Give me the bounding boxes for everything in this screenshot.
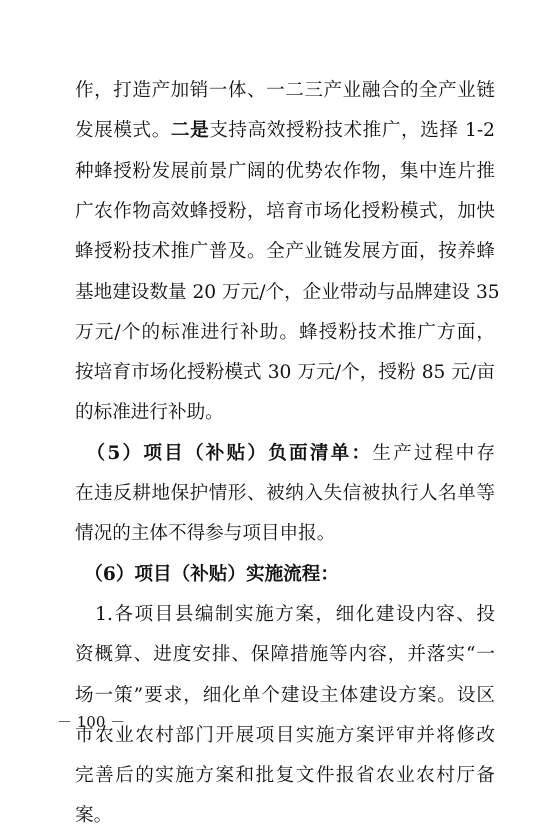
text-line: [75, 71, 495, 111]
text-line: [75, 716, 495, 756]
text-segment: 完善后的实施方案和批复文件报省农业农村厅备: [75, 765, 495, 787]
text-segment: 基地建设数量 20 万元/个，企业带动与品牌建设 35: [75, 281, 500, 303]
text-segment: 案。: [75, 805, 113, 827]
text-line: [75, 595, 495, 635]
text-line: [75, 313, 495, 353]
text-segment: 作，打造产加销一体、一二三产业融合的全产业链: [75, 80, 495, 101]
text-line: [75, 756, 495, 796]
text-segment: 场一策”要求，细化单个建设主体建设方案。设区: [75, 684, 495, 706]
text-line: [75, 232, 495, 272]
text-segment: 情况的主体不得参与项目申报。: [75, 523, 336, 545]
text-line: [75, 514, 495, 554]
bold-text-segment: 二是: [170, 120, 210, 142]
bold-text-segment: （6）项目（补贴）实施流程：: [75, 563, 339, 585]
text-segment: 广农作物高效蜂授粉，培育市场化授粉模式，加快: [75, 200, 495, 222]
text-segment: 的标准进行补助。: [75, 402, 224, 424]
text-line: [75, 555, 495, 595]
text-line: [75, 796, 495, 836]
text-segment: 1.各项目县编制实施方案，细化建设内容、投: [75, 603, 495, 625]
text-segment: 蜂授粉技术推广普及。全产业链发展方面，按养蜂: [75, 241, 495, 263]
bold-text-segment: （5）项目（补贴）负面清单：: [75, 442, 373, 464]
text-segment: 种蜂授粉发展前景广阔的优势农作物，集中连片推: [75, 160, 495, 182]
text-line: [75, 676, 495, 716]
text-segment: 万元/个的标准进行补助。蜂授粉技术推广方面，: [75, 321, 495, 343]
text-segment: 按培育市场化授粉模式 30 万元/个，授粉 85 元/亩: [75, 362, 495, 384]
text-segment: 市农业农村部门开展项目实施方案评审并将修改: [75, 724, 495, 746]
text-line: [75, 434, 495, 474]
text-segment: 发展模式。: [75, 120, 171, 142]
text-segment: 资概算、进度安排、保障措施等内容，并落实“一: [75, 644, 495, 666]
page-number: － 100 －: [57, 713, 126, 731]
text-segment: 支持高效授粉技术推广，选择 1-2: [209, 120, 495, 142]
text-line: [75, 353, 495, 393]
text-line: [75, 152, 495, 192]
text-line: [75, 635, 495, 675]
text-segment: 生产过程中存: [372, 442, 495, 464]
text-segment: 在违反耕地保护情形、被纳入失信被执行人名单等: [75, 483, 495, 504]
text-line: [75, 273, 500, 313]
text-line: [75, 393, 495, 433]
text-line: [75, 474, 495, 514]
text-line: [75, 111, 495, 151]
text-line: [75, 192, 495, 232]
